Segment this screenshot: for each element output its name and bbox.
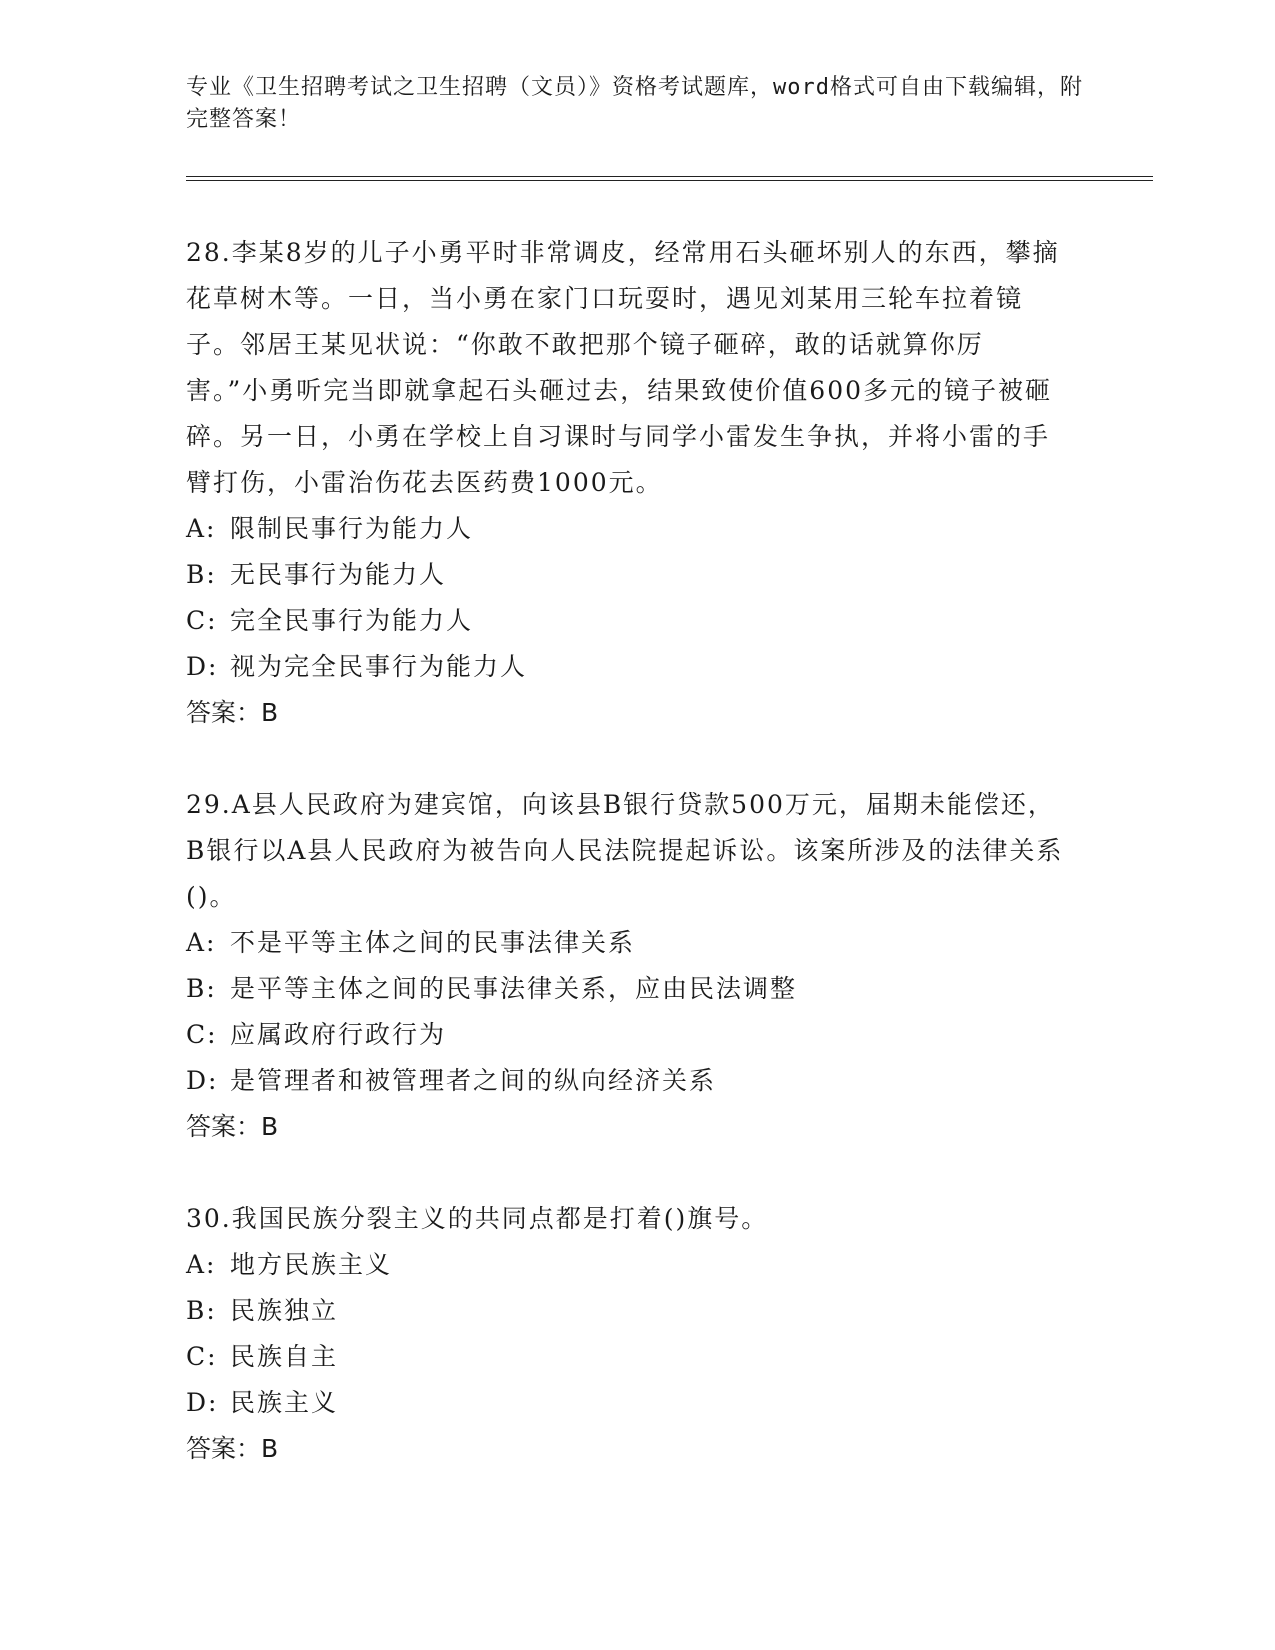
option-key: D: [186,1066,219,1095]
option-c [186,1012,1066,1058]
document-header: 专业《卫生招聘考试之卫生招聘（文员）》资格考试题库，word格式可自由下载编辑，附完整答案！ [186,75,1083,132]
option-text: 不是平等主体之间的民事法律关系 [230,928,636,957]
option-key: D: [186,652,219,681]
option-b [186,552,1066,598]
answer-line: 答案：B [186,1112,279,1141]
answer-line: 答案：B [186,698,279,727]
option-text: 应属政府行政行为 [230,1020,447,1049]
option-text: 完全民事行为能力人 [230,606,474,635]
option-text: 民族独立 [230,1296,339,1325]
option-d [186,644,1066,690]
option-text: 无民事行为能力人 [230,560,447,589]
question-stem: 30.我国民族分裂主义的共同点都是打着()旗号。 [186,1204,769,1233]
option-key: D: [186,1388,219,1417]
option-text: 是管理者和被管理者之间的纵向经济关系 [230,1066,717,1095]
option-key: A: [186,928,217,957]
answer-line: 答案：B [186,1434,279,1463]
option-b [186,966,1066,1012]
option-text: 限制民事行为能力人 [230,514,474,543]
option-c [186,1334,1066,1380]
header-divider [186,176,1153,181]
option-text: 民族主义 [230,1388,339,1417]
option-key: C: [186,1020,218,1049]
option-text: 地方民族主义 [230,1250,393,1279]
option-a [186,506,1066,552]
option-a [186,920,1066,966]
question-28 [186,230,1066,736]
option-c [186,598,1066,644]
option-a [186,1242,1066,1288]
question-stem: 28.李某8岁的儿子小勇平时非常调皮，经常用石头砸坏别人的东西，攀摘花草树木等。一日，当小勇在家门口玩耍时，遇见刘某用三轮车拉着镜子。邻居王某见状说：“你敢不敢把那个镜子砸碎，敢的话就算你厉害。”小勇听完当即就拿起石头砸过去，结果致使价值600多元的镜子被砸碎。另一日，小勇在学校上自习课时与同学小雷发生争执，并将小雷的手臂打伤，小雷治伤花去医药费1000元。 [186,238,1060,497]
option-text: 民族自主 [230,1342,339,1371]
option-key: B: [186,560,217,589]
option-key: A: [186,514,217,543]
option-key: B: [186,974,217,1003]
option-d [186,1058,1066,1104]
option-text: 是平等主体之间的民事法律关系，应由民法调整 [230,974,798,1003]
option-key: C: [186,1342,218,1371]
option-b [186,1288,1066,1334]
option-key: A: [186,1250,217,1279]
question-list [186,230,1066,1518]
option-d [186,1380,1066,1426]
option-key: B: [186,1296,217,1325]
question-30 [186,1196,1066,1472]
question-stem: 29.A县人民政府为建宾馆，向该县B银行贷款500万元，届期未能偿还，B银行以A县人民政府为被告向人民法院提起诉讼。该案所涉及的法律关系()。 [186,790,1064,911]
question-29 [186,782,1066,1150]
option-key: C: [186,606,218,635]
option-text: 视为完全民事行为能力人 [230,652,528,681]
